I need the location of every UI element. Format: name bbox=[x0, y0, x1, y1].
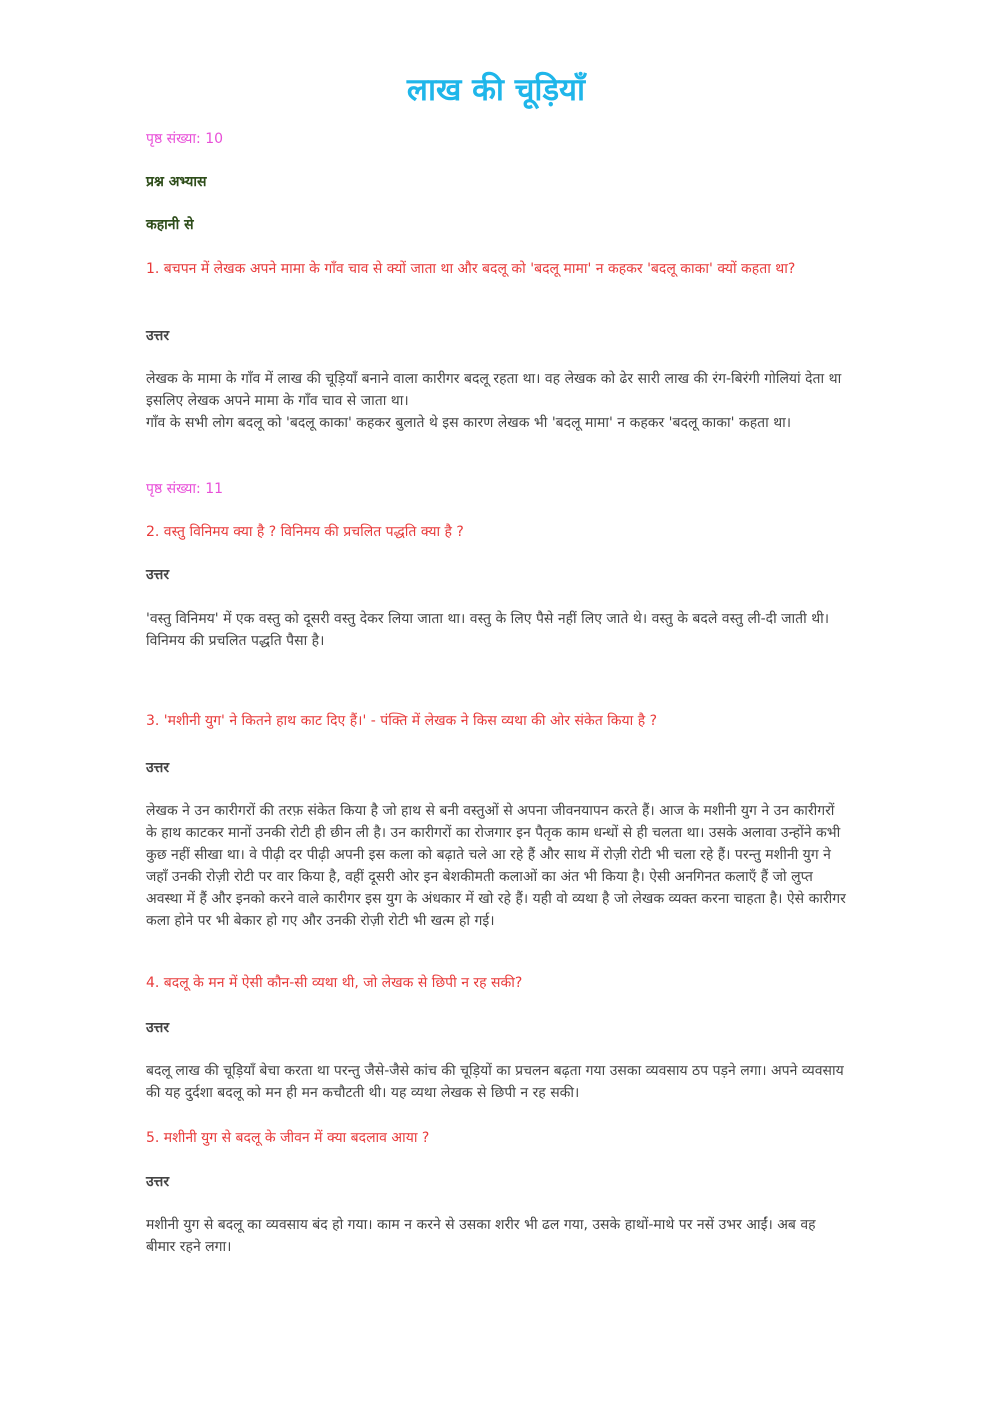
page-number-10: पृष्ठ संख्या: 10 bbox=[146, 131, 224, 147]
question-2: 2. वस्तु विनिमय क्या है ? विनिमय की प्रचलित पद्धति क्या है ? bbox=[146, 524, 464, 540]
answer-label-1: उत्तर bbox=[146, 328, 170, 344]
section-heading: प्रश्न अभ्यास bbox=[146, 174, 207, 190]
answer-label-3: उत्तर bbox=[146, 760, 170, 776]
answer-label-5: उत्तर bbox=[146, 1174, 170, 1190]
answer-3: लेखक ने उन कारीगरों की तरफ़ संकेत किया है जो हाथ से बनी वस्तुओं से अपना जीवनयापन करते हैं। आज के मशीनी युग ने उन कारीगरों के हाथ काटकर मानों उनकी रोटी ही छीन ली है। उन कारीगरों का रोजगार इन पैतृक काम धन्धों से ही चलता था। उसके अलावा उन्होंने कभी कुछ नहीं सीखा था। वे पीढ़ी दर पीढ़ी अपनी इस कला को बढ़ाते चले आ रहे हैं और साथ में रोज़ी रोटी भी चला रहे हैं। परन्तु मशीनी युग ने जहाँ उनकी रोज़ी रोटी पर वार किया है, वहीं दूसरी ओर इन बेशकीमती कलाओं का अंत भी किया है। ऐसी अनगिनत कलाएँ हैं जो लुप्त अवस्था में हैं और इनको करने वाले कारीगर इस युग के अंधकार में खो रहे हैं। यही वो व्यथा है जो लेखक व्यक्त करना चाहता है। ऐसे कारीगर कला होने पर भी बेकार हो गए और उनकी रोज़ी रोटी भी खत्म हो गई। bbox=[146, 803, 846, 929]
answer-1: लेखक के मामा के गाँव में लाख की चूड़ियाँ बनाने वाला कारीगर बदलू रहता था। वह लेखक को ढेर सारी लाख की रंग-बिरंगी गोलियां देता था इसलिए लेखक अपने मामा के गाँव चाव से जाता था। गाँव के सभी लोग बदलू को 'बदलू काका' कहकर बुलाते थे इस कारण लेखक भी 'बदलू मामा' न कहकर 'बदलू काका' कहता था। bbox=[146, 371, 842, 431]
question-1: 1. बचपन में लेखक अपने मामा के गाँव चाव से क्यों जाता था और बदलू को 'बदलू मामा' न कहकर 'बदलू काका' क्यों कहता था? bbox=[146, 261, 796, 277]
answer-5: मशीनी युग से बदलू का व्यवसाय बंद हो गया। काम न करने से उसका शरीर भी ढल गया, उसके हाथों-माथे पर नसें उभर आईं। अब वह बीमार रहने लगा। bbox=[146, 1217, 816, 1255]
subsection-heading: कहानी से bbox=[146, 217, 194, 233]
answer-2: 'वस्तु विनिमय' में एक वस्तु को दूसरी वस्तु देकर लिया जाता था। वस्तु के लिए पैसे नहीं लिए जाते थे। वस्तु के बदले वस्तु ली-दी जाती थी। विनिमय की प्रचलित पद्धति पैसा है। bbox=[146, 611, 830, 649]
page-number-11: पृष्ठ संख्या: 11 bbox=[146, 481, 224, 497]
answer-label-2: उत्तर bbox=[146, 567, 170, 583]
question-3: 3. 'मशीनी युग' ने कितने हाथ काट दिए हैं।' - पंक्ति में लेखक ने किस व्यथा की ओर संकेत किया है ? bbox=[146, 713, 658, 729]
answer-label-4: उत्तर bbox=[146, 1020, 170, 1036]
answer-4: बदलू लाख की चूड़ियाँ बेचा करता था परन्तु जैसे-जैसे कांच की चूड़ियों का प्रचलन बढ़ता गया उसका व्यवसाय ठप पड़ने लगा। अपने व्यवसाय की यह दुर्दशा बदलू को मन ही मन कचौटती थी। यह व्यथा लेखक से छिपी न रह सकी। bbox=[146, 1063, 844, 1101]
page-title: लाख की चूड़ियाँ bbox=[406, 72, 586, 108]
question-5: 5. मशीनी युग से बदलू के जीवन में क्या बदलाव आया ? bbox=[146, 1130, 430, 1146]
question-4: 4. बदलू के मन में ऐसी कौन-सी व्यथा थी, जो लेखक से छिपी न रह सकी? bbox=[146, 975, 523, 991]
